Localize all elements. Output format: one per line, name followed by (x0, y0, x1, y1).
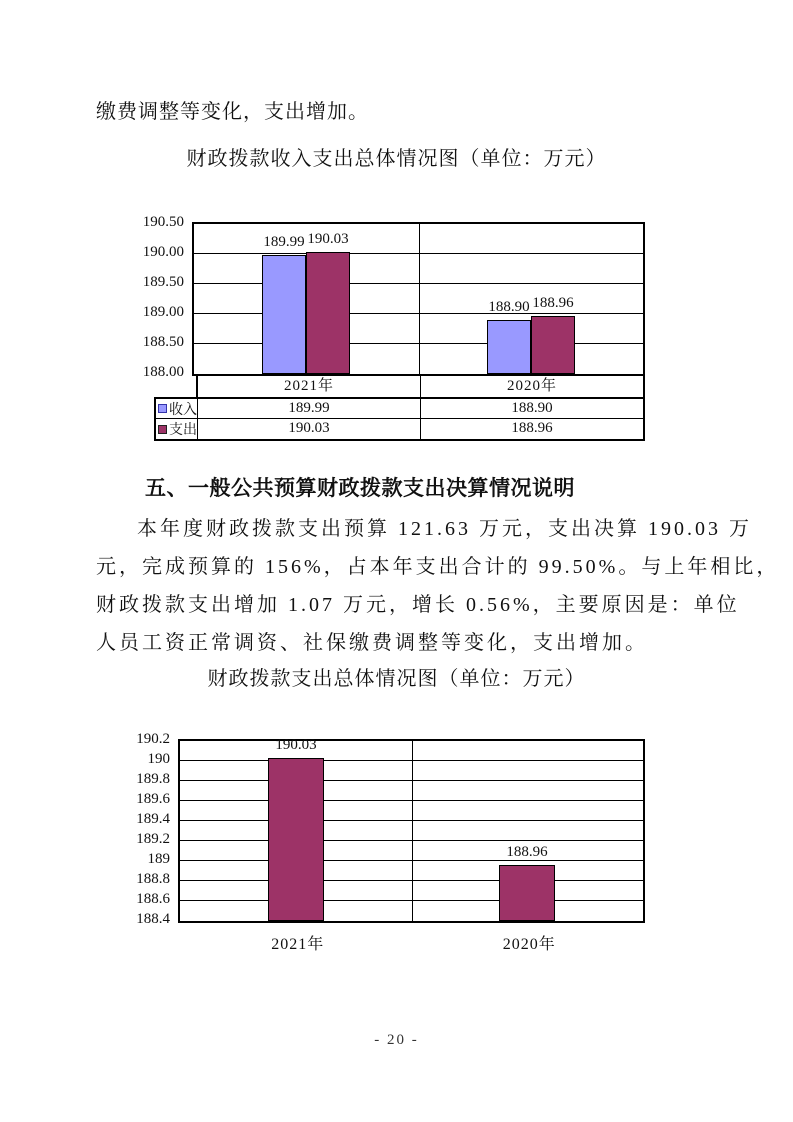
y-axis-tick-label: 189.4 (136, 811, 170, 827)
chart1-category-2020: 2020年 (506, 378, 557, 394)
chart1-title: 财政拨款收入支出总体情况图（单位：万元） (186, 148, 607, 170)
paragraph-line-2: 元，完成预算的 156%，占本年支出合计的 99.50%。与上年相比， (96, 556, 780, 578)
chart1-plot-area (192, 222, 645, 376)
legend-key-expense (156, 419, 198, 439)
page-number: - 20 - (374, 1032, 419, 1048)
bar-series0-cat0 (262, 255, 306, 374)
y-axis-tick-label: 188.00 (142, 364, 184, 380)
chart1-legend-table (154, 397, 645, 441)
paragraph-line-3: 财政拨款支出增加 1.07 万元，增长 0.56%，主要原因是：单位 (96, 594, 740, 616)
y-axis-tick-label: 189 (147, 851, 170, 867)
bar-series0-cat1 (487, 320, 531, 374)
y-axis-tick-label: 189.8 (136, 771, 170, 787)
bar-value-label: 188.90 (488, 299, 530, 315)
chart2-plot-area (178, 739, 645, 923)
y-axis-tick-label: 189.50 (142, 274, 184, 290)
section-five-heading: 五、一般公共预算财政拨款支出决算情况说明 (145, 477, 575, 500)
section-five-paragraph (96, 510, 780, 662)
bar-value-label: 190.03 (275, 737, 317, 753)
expense-value-2021: 190.03 (198, 419, 421, 439)
chart2-category-2021: 2021年 (271, 936, 325, 953)
y-axis-tick-label: 188.6 (136, 891, 170, 907)
chart1-category-row (196, 376, 645, 397)
bar-series1-cat1 (531, 316, 575, 374)
income-value-2020: 188.90 (511, 400, 553, 416)
legend-row-expense (156, 419, 643, 439)
y-axis-tick-label: 189.6 (136, 791, 170, 807)
chart1-category-2021: 2021年 (198, 376, 421, 397)
y-axis-tick-label: 190.00 (142, 244, 184, 260)
expense-swatch-icon (158, 425, 167, 434)
y-axis-tick-label: 188.50 (142, 334, 184, 350)
paragraph-line-4: 人员工资正常调资、社保缴费调整等变化，支出增加。 (96, 632, 648, 654)
income-swatch-icon (158, 404, 167, 413)
chart1-axis-plot (140, 214, 645, 380)
chart2-y-axis (127, 731, 178, 927)
paragraph-line-1: 本年度财政拨款支出预算 121.63 万元，支出决算 190.03 万 (137, 518, 752, 540)
legend-label-expense: 支出 (169, 423, 197, 438)
chart2-title: 财政拨款支出总体情况图（单位：万元） (207, 668, 586, 690)
bar-series1-cat0 (306, 252, 350, 374)
legend-label-income: 收入 (169, 402, 197, 418)
y-axis-tick-label: 189.2 (136, 831, 170, 847)
chart2-axis-plot (127, 731, 645, 927)
bar-value-label: 188.96 (506, 844, 548, 860)
y-axis-tick-label: 190.2 (136, 731, 170, 747)
chart1-plot-wrap (192, 214, 645, 376)
bar-value-label: 189.99 (263, 234, 305, 250)
chart2-category-row (182, 931, 645, 954)
bar-series0-cat1 (499, 865, 555, 921)
category-divider-line (412, 741, 413, 921)
expense-chart (127, 731, 645, 954)
legend-key-income (156, 399, 198, 418)
y-axis-tick-label: 190.50 (142, 214, 184, 230)
legend-row-income (156, 399, 643, 419)
bar-value-label: 188.96 (532, 295, 574, 311)
body-text-top: 缴费调整等变化，支出增加。 (96, 101, 369, 123)
chart2-category-2020: 2020年 (502, 936, 556, 953)
income-value-2021: 189.99 (198, 399, 421, 418)
chart1-y-axis (140, 214, 192, 380)
y-axis-tick-label: 190 (147, 751, 170, 767)
y-axis-tick-label: 189.00 (142, 304, 184, 320)
chart2-plot-wrap (178, 731, 645, 923)
y-axis-tick-label: 188.4 (136, 911, 170, 927)
bar-series0-cat0 (268, 758, 324, 921)
expense-value-2020: 188.96 (511, 420, 553, 436)
y-axis-tick-label: 188.8 (136, 871, 170, 887)
income-expense-chart (140, 214, 645, 441)
category-divider-line (419, 224, 420, 374)
bar-value-label: 190.03 (307, 231, 349, 247)
